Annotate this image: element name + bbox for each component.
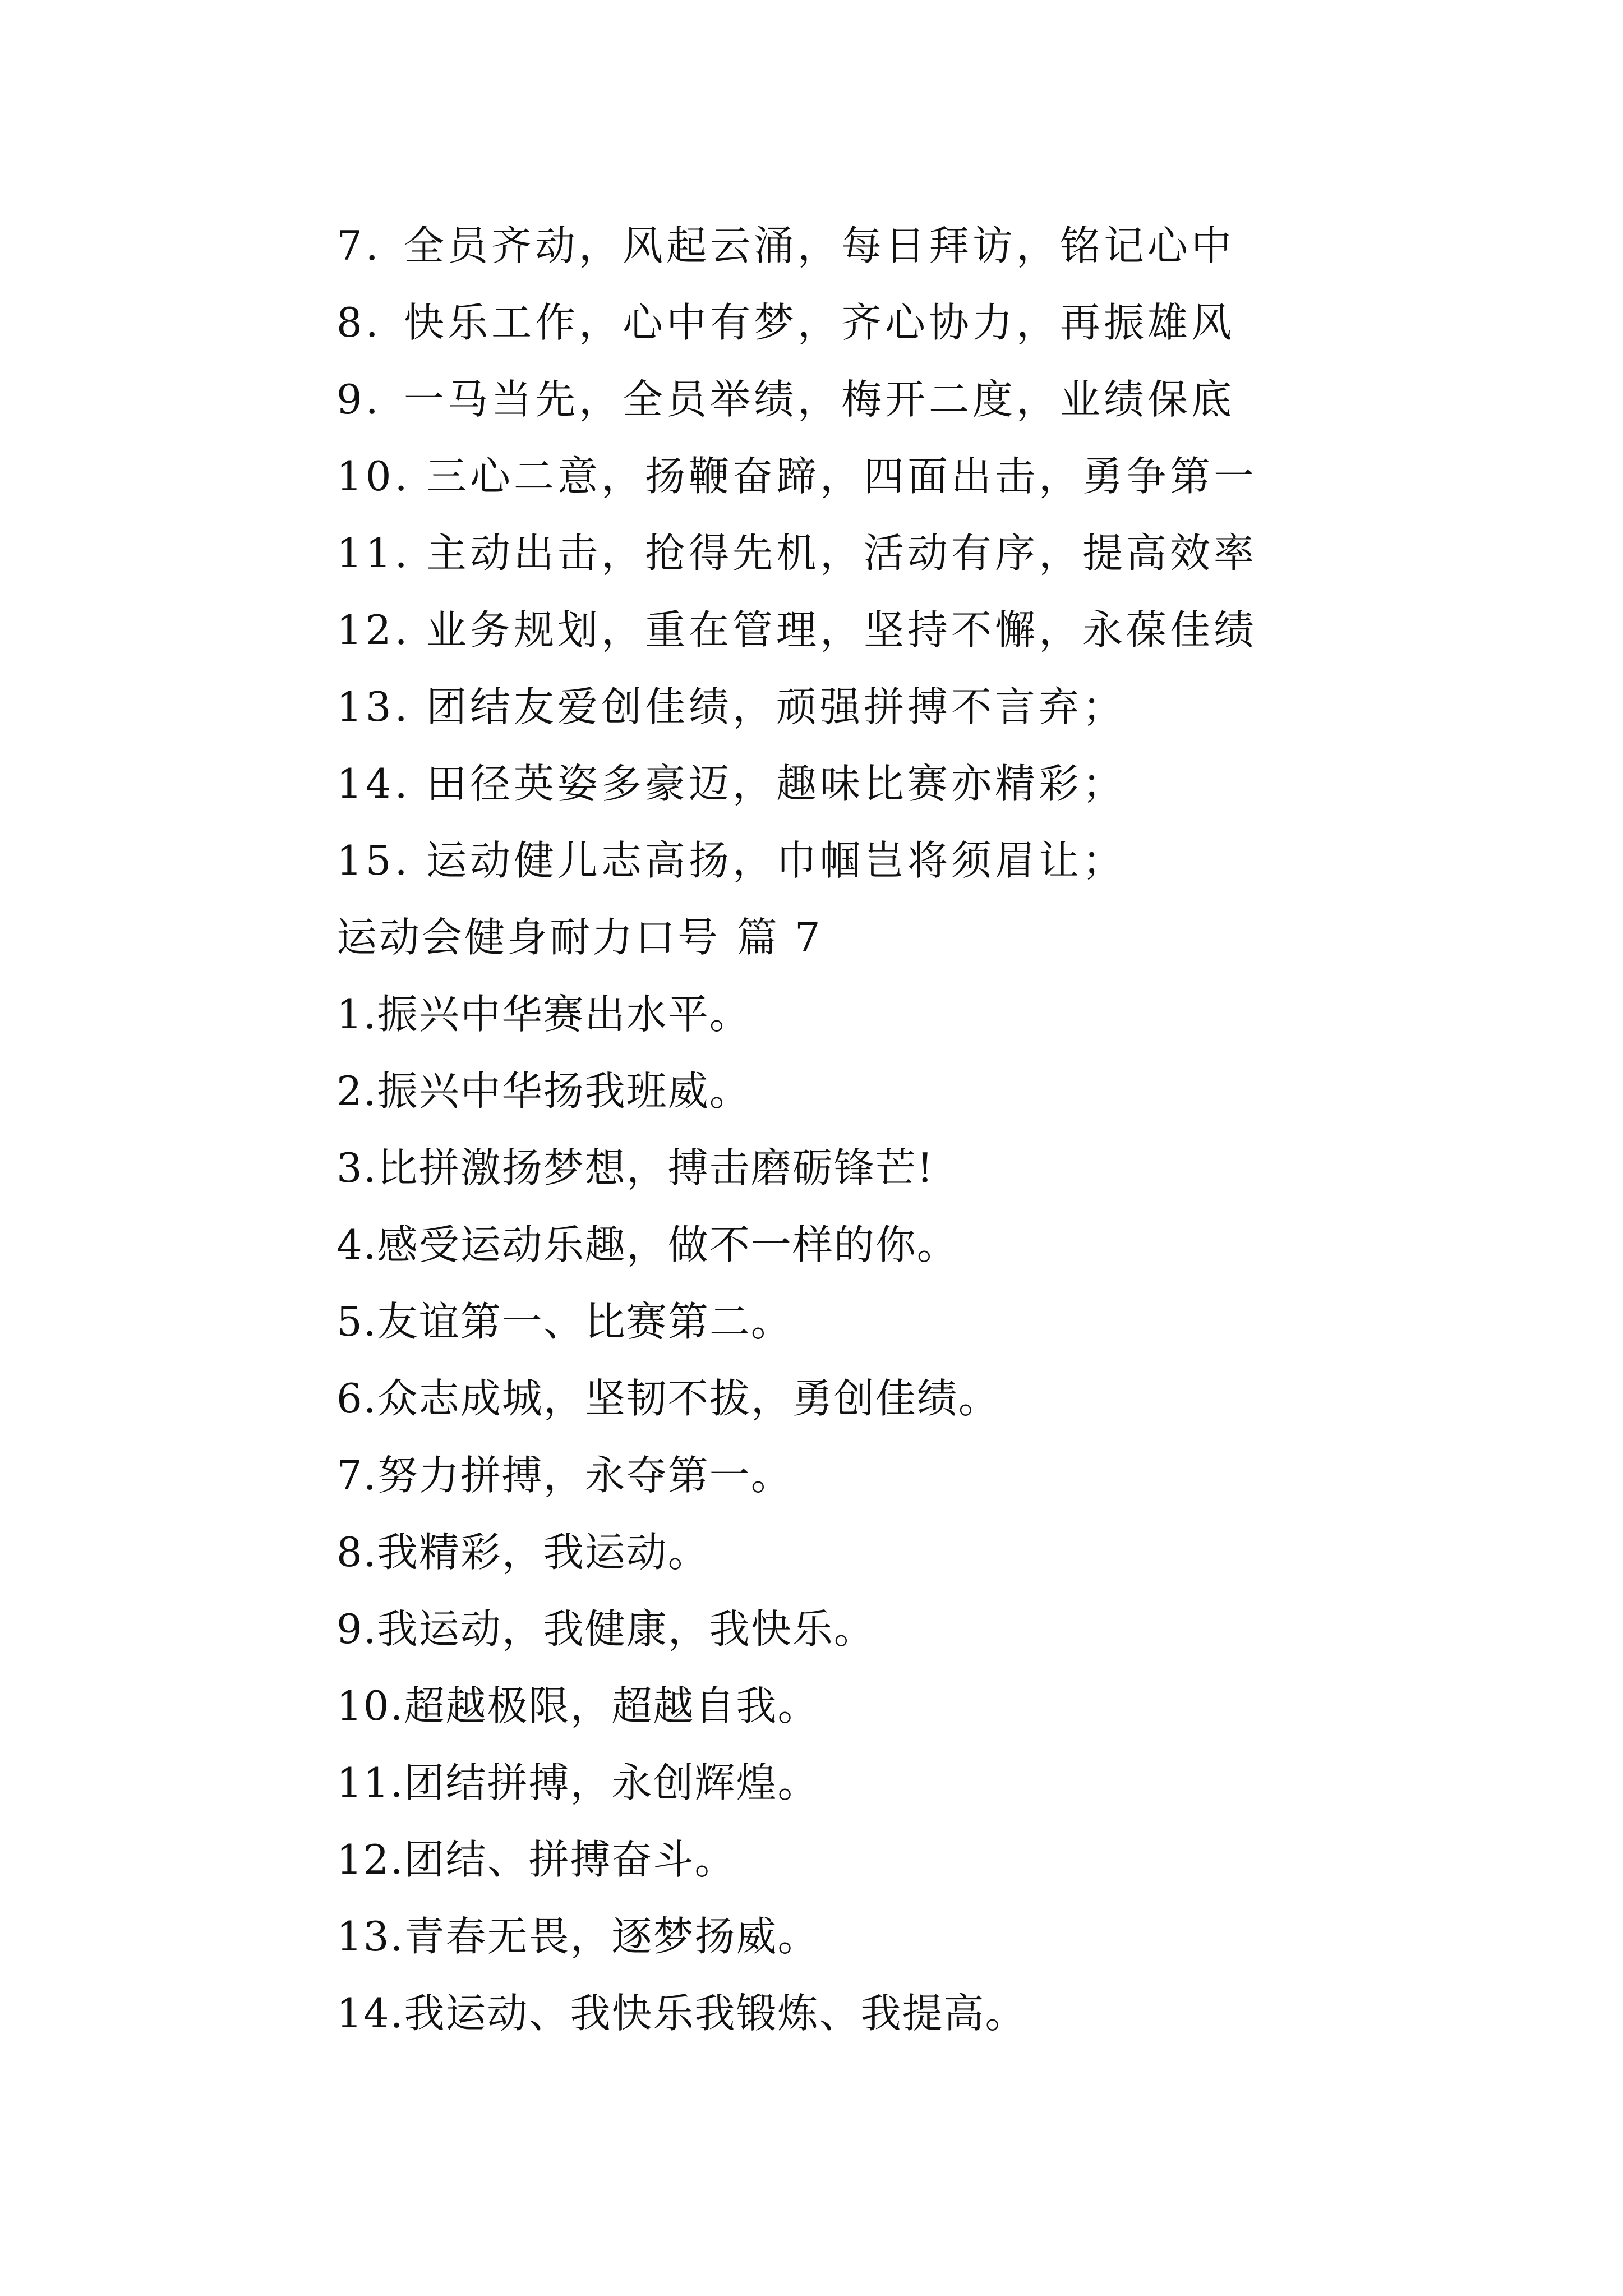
list-item: 8.我精彩，我运动。 xyxy=(336,1529,709,1576)
list-item: 5.友谊第一、比赛第二。 xyxy=(336,1298,792,1345)
list-item: 9.我运动，我健康，我快乐。 xyxy=(336,1605,875,1653)
list-item: 10.超越极限，超越自我。 xyxy=(336,1682,819,1729)
list-item: 13.青春无畏，逐梦扬威。 xyxy=(336,1913,819,1960)
list-item: 3.比拼激扬梦想，搏击磨砺锋芒! xyxy=(336,1144,934,1191)
section-part: 篇 7 xyxy=(737,914,823,961)
list-item: 6.众志成城，坚韧不拔，勇创佳绩。 xyxy=(336,1375,1000,1422)
list-item: 4.感受运动乐趣，做不一样的你。 xyxy=(336,1221,958,1268)
list-item: 10. 三心二意，扬鞭奋蹄，四面出击，勇争第一 xyxy=(336,453,1258,500)
list-item: 12.团结、拼搏奋斗。 xyxy=(336,1836,736,1883)
list-item: 2.振兴中华扬我班威。 xyxy=(336,1068,751,1115)
list-item: 15. 运动健儿志高扬，巾帼岂将须眉让； xyxy=(336,837,1127,884)
list-item: 14.我运动、我快乐我锻炼、我提高。 xyxy=(336,1990,1027,2037)
list-item: 14. 田径英姿多豪迈，趣味比赛亦精彩； xyxy=(336,760,1127,807)
list-item: 12. 业务规划，重在管理，坚持不懈，永葆佳绩 xyxy=(336,606,1258,654)
list-item: 8. 快乐工作，心中有梦，齐心协力，再振雄风 xyxy=(336,299,1235,346)
list-item: 1.振兴中华赛出水平。 xyxy=(336,991,751,1038)
list-item: 13. 团结友爱创佳绩，顽强拼搏不言弃； xyxy=(336,683,1127,730)
list-item: 9. 一马当先，全员举绩，梅开二度，业绩保底 xyxy=(336,376,1235,423)
list-item: 7. 全员齐动，风起云涌，每日拜访，铭记心中 xyxy=(336,222,1235,269)
section-title: 运动会健身耐力口号 xyxy=(336,914,721,961)
document-content xyxy=(336,208,1458,2052)
section-heading xyxy=(336,899,1458,976)
list-item: 11.团结拼搏，永创辉煌。 xyxy=(336,1759,819,1806)
list-item: 7.努力拼搏，永夺第一。 xyxy=(336,1452,792,1499)
list-item: 11. 主动出击，抢得先机，活动有序，提高效率 xyxy=(336,530,1258,577)
